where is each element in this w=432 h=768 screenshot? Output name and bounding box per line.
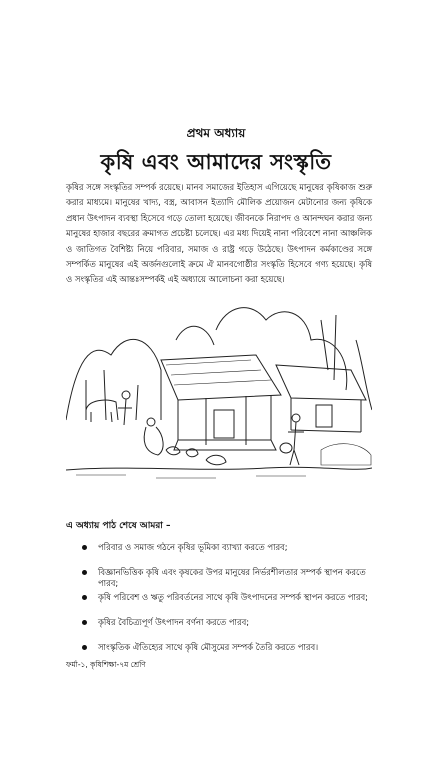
objective-item bbox=[82, 592, 382, 617]
bullet-icon bbox=[82, 620, 87, 625]
objective-text: সাংস্কৃতিক ঐতিহ্যের সাথে কৃষি মৌসুমের সম্পর্ক তৈরি করতে পারব। bbox=[98, 642, 319, 652]
intro-paragraph: কৃষির সঙ্গে সংস্কৃতির সম্পর্ক রয়েছে। মানব সমাজের ইতিহাস এগিয়েছে মানুষের কৃষিকাজ শুরু করার মাধ্যমে। মানুষের খাদ্য, বস্ত্র, আবাসন ইত্যাদি মৌলিক প্রয়োজন মেটানোর জন্য কৃষিকে প্রধান উৎপাদন ব্যবস্থা হিসেবে গড়ে তোলা হয়েছে। জীবনকে নিরাপদ ও আনন্দঘন করার জন্য মানুষের হাজার বছরের ক্রমাগত প্রচেষ্টা চলেছে। এর মধ্য দিয়েই নানা পরিবেশে নানা আঞ্চলিক ও জাতিগত বৈশিষ্ট্য নিয়ে পরিবার, সমাজ ও রাষ্ট্র গড়ে উঠেছে। উৎপাদন কর্মকাণ্ডের সঙ্গে সম্পর্কিত মানুষের এই অর্জনগুলোই ক্রমে ঐ মানবগোষ্ঠীর সংস্কৃতি হিসেবে গণ্য হয়েছে। কৃষি ও সংস্কৃতির এই আন্তঃসম্পর্কই এই অধ্যায়ে আলোচনা করা হয়েছে। bbox=[66, 182, 372, 285]
objectives-heading: এ অধ্যায় পাঠ শেষে আমরা – bbox=[66, 521, 171, 531]
objective-item bbox=[82, 567, 382, 592]
main-house bbox=[161, 355, 281, 450]
objective-text: পরিবার ও সমাজ গঠনে কৃষির ভূমিকা ব্যাখ্যা করতে পারব; bbox=[98, 542, 288, 552]
objective-text: কৃষি পরিবেশ ও ঋতু পরিবর্তনের সাথে কৃষি উৎপাদনের সম্পর্ক স্থাপন করতে পারব; bbox=[98, 592, 368, 602]
page-footer: ফর্মা-১, কৃষিশিক্ষা-৭ম শ্রেণি bbox=[66, 660, 146, 669]
objectives-list bbox=[82, 542, 382, 667]
objective-text: কৃষির বৈচিত্র্যপূর্ণ উৎপাদন বর্ণনা করতে পারব; bbox=[98, 617, 250, 627]
objective-text: বিজ্ঞানভিত্তিক কৃষি এবং কৃষকের উপর মানুষের নির্ভরশীলতার সম্পর্ক স্থাপন করতে পারব; bbox=[98, 567, 366, 588]
objective-item bbox=[82, 617, 382, 642]
bullet-icon bbox=[82, 545, 87, 550]
village-illustration bbox=[66, 300, 372, 490]
ground bbox=[66, 444, 372, 478]
boy-with-pot bbox=[280, 414, 304, 465]
objective-item bbox=[82, 542, 382, 567]
bullet-icon bbox=[82, 570, 87, 575]
second-house bbox=[276, 365, 366, 432]
chapter-kicker: প্রথম অধ্যায় bbox=[186, 126, 246, 140]
bullet-icon bbox=[82, 595, 87, 600]
chapter-title: কৃষি এবং আমাদের সংস্কৃতি bbox=[100, 150, 332, 174]
background-trees bbox=[66, 308, 372, 420]
cow-and-people bbox=[86, 391, 132, 425]
bullet-icon bbox=[82, 645, 87, 650]
